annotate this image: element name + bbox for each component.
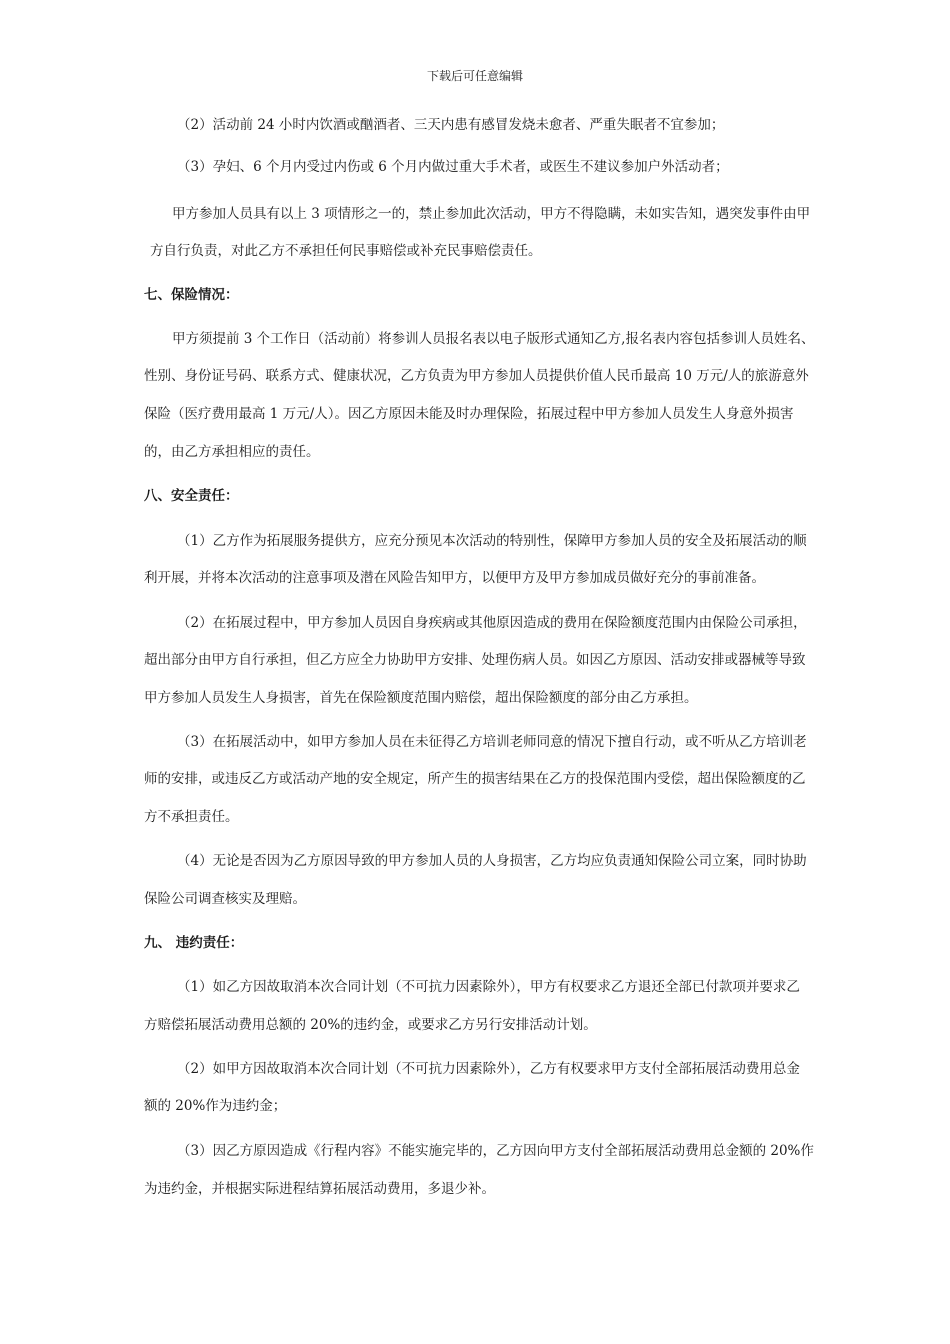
paragraph-line: （4）无论是否因为乙方原因导致的甲方参加人员的人身损害，乙方均应负责通知保险公司立案，同时协助 xyxy=(177,853,807,869)
section-heading: 八、安全责任： xyxy=(144,488,239,504)
paragraph-line: 的，由乙方承担相应的责任。 xyxy=(144,444,320,460)
paragraph-line: 甲方须提前 3 个工作日（活动前）将参训人员报名表以电子版形式通知乙方,报名表内容包括参训人员姓名、 xyxy=(172,331,815,347)
paragraph-line: 超出部分由甲方自行承担，但乙方应全力协助甲方安排、处理伤病人员。如因乙方原因、活动安排或器械等导致 xyxy=(144,652,806,668)
paragraph-line: 方不承担责任。 xyxy=(144,809,239,825)
paragraph-line: 额的 20%作为违约金； xyxy=(144,1098,287,1114)
paragraph-line: （2）活动前 24 小时内饮酒或酗酒者、三天内患有感冒发烧未愈者、严重失眠者不宜参加； xyxy=(177,117,725,133)
paragraph-line: 方赔偿拓展活动费用总额的 20%的违约金，或要求乙方另行安排活动计划。 xyxy=(144,1017,597,1033)
paragraph-line: 甲方参加人员发生人身损害，首先在保险额度范围内赔偿，超出保险额度的部分由乙方承担。 xyxy=(144,690,698,706)
paragraph-line: （2）在拓展过程中，甲方参加人员因自身疾病或其他原因造成的费用在保险额度范围内由保险公司承担， xyxy=(177,615,807,631)
paragraph-line: 甲方参加人员具有以上 3 项情形之一的，禁止参加此次活动，甲方不得隐瞒，未如实告知，遇突发事件由甲 xyxy=(172,206,811,222)
paragraph-line: （1）如乙方因故取消本次合同计划（不可抗力因素除外），甲方有权要求乙方退还全部已付款项并要求乙 xyxy=(177,979,800,995)
paragraph-line: （3）因乙方原因造成《行程内容》不能实施完毕的，乙方因向甲方支付全部拓展活动费用总金额的 20%作 xyxy=(177,1143,814,1159)
paragraph-line: 师的安排，或违反乙方或活动产地的安全规定，所产生的损害结果在乙方的投保范围内受偿，超出保险额度的乙 xyxy=(144,771,806,787)
section-heading: 七、保险情况： xyxy=(144,287,239,303)
paragraph-line: 利开展，并将本次活动的注意事项及潜在风险告知甲方，以便甲方及甲方参加成员做好充分的事前准备。 xyxy=(144,570,765,586)
page-header: 下载后可任意编辑 xyxy=(426,69,523,83)
paragraph-line: 性别、身份证号码、联系方式、健康状况，乙方负责为甲方参加人员提供价值人民币最高 10 万元/人的旅游意外 xyxy=(144,368,809,384)
paragraph-line: 方自行负责，对此乙方不承担任何民事赔偿或补充民事赔偿责任。 xyxy=(150,243,542,259)
paragraph-line: （1）乙方作为拓展服务提供方，应充分预见本次活动的特别性，保障甲方参加人员的安全及拓展活动的顺 xyxy=(177,533,807,549)
paragraph-line: （3）孕妇、6 个月内受过内伤或 6 个月内做过重大手术者，或医生不建议参加户外活动者； xyxy=(177,159,729,175)
paragraph-line: 为违约金，并根据实际进程结算拓展活动费用，多退少补。 xyxy=(144,1181,495,1197)
paragraph-line: 保险公司调查核实及理赔。 xyxy=(144,891,306,907)
paragraph-line: （3）在拓展活动中，如甲方参加人员在未征得乙方培训老师同意的情况下擅自行动，或不听从乙方培训老 xyxy=(177,734,807,750)
section-heading: 九、 违约责任： xyxy=(144,935,244,951)
paragraph-line: （2）如甲方因故取消本次合同计划（不可抗力因素除外），乙方有权要求甲方支付全部拓展活动费用总金 xyxy=(177,1061,800,1077)
paragraph-line: 保险（医疗费用最高 1 万元/人）。因乙方原因未能及时办理保险，拓展过程中甲方参加人员发生人身意外损害 xyxy=(144,406,794,422)
